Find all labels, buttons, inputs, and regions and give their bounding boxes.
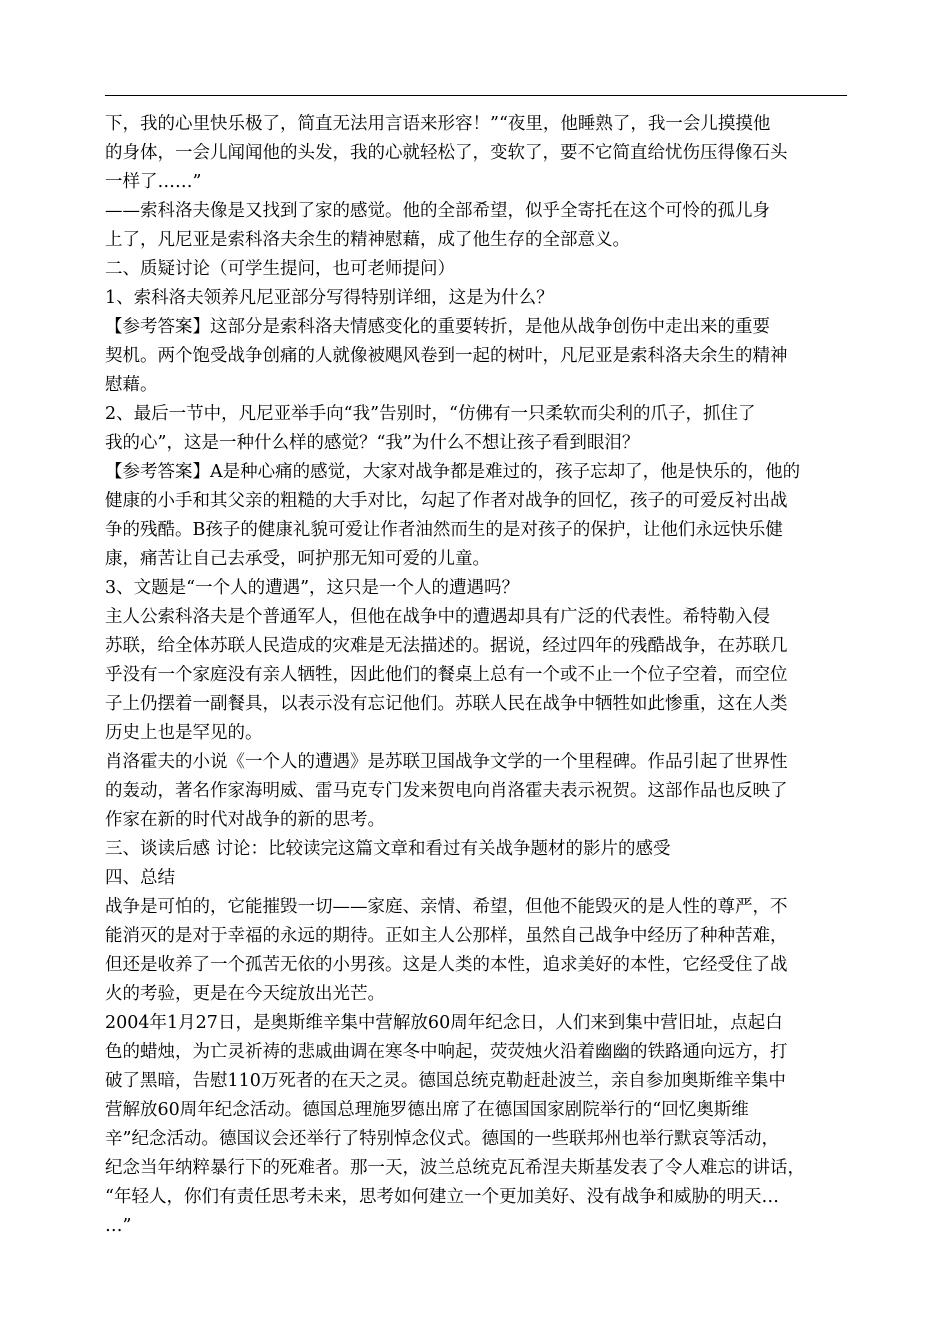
document-body [105, 110, 850, 1241]
text-line: 战争是可怕的，它能摧毁一切——家庭、亲情、希望，但他不能毁灭的是人性的尊严，不 [105, 897, 788, 917]
section-heading: 四、总结 [105, 868, 175, 888]
text-line: 我的心”，这是一种什么样的感觉？“我”为什么不想让孩子看到眼泪？ [105, 433, 640, 453]
text-line: 破了黑暗，告慰110万死者的在天之灵。德国总统克勒赶赴波兰，亲自参加奥斯维辛集中 [105, 1071, 786, 1091]
section-heading: 三、谈读后感 讨论：比较读完这篇文章和看过有关战争题材的影片的感受 [105, 839, 671, 859]
text-line: 乎没有一个家庭没有亲人牺牲，因此他们的餐桌上总有一个或不止一个位子空着，而空位 [105, 665, 788, 685]
section-heading: 二、质疑讨论（可学生提问，也可老师提问） [105, 259, 455, 279]
text-line: …” [105, 1216, 132, 1236]
text-line: 上了，凡尼亚是索科洛夫余生的精神慰藉，成了他生存的全部意义。 [105, 230, 630, 250]
text-line: 色的蜡烛，为亡灵祈祷的悲戚曲调在寒冬中响起，荧荧烛火沿着幽幽的铁路通向远方，打 [105, 1042, 788, 1062]
text-line: ——索科洛夫像是又找到了家的感觉。他的全部希望，似乎全寄托在这个可怜的孤儿身 [105, 201, 770, 221]
text-line: 纪念当年纳粹暴行下的死难者。那一天，波兰总统克瓦希涅夫斯基发表了令人难忘的讲话， [105, 1158, 805, 1178]
question: 1、索科洛夫领养凡尼亚部分写得特别详细，这是为什么？ [105, 288, 554, 308]
text-line: 主人公索科洛夫是个普通军人，但他在战争中的遭遇却具有广泛的代表性。希特勒入侵 [105, 607, 770, 627]
reference-answer: 【参考答案】这部分是索科洛夫情感变化的重要转折，是他从战争创伤中走出来的重要 [105, 317, 770, 337]
question: 3、文题是“一个人的遭遇”，这只是一个人的遭遇吗？ [105, 578, 520, 598]
text-line: 慰藉。 [105, 375, 158, 395]
text-line: 历史上也是罕见的。 [105, 723, 263, 743]
text-line: 营解放60周年纪念活动。德国总理施罗德出席了在德国国家剧院举行的“回忆奥斯维 [105, 1100, 749, 1120]
text-line: 的轰动，著名作家海明威、雷马克专门发来贺电向肖洛霍夫表示祝贺。这部作品也反映了 [105, 781, 788, 801]
text-line: 下，我的心里快乐极了，简直无法用言语来形容！”“夜里，他睡熟了，我一会儿摸摸他 [105, 114, 771, 134]
text-line: 子上仍摆着一副餐具，以表示没有忘记他们。苏联人民在战争中牺牲如此惨重，这在人类 [105, 694, 788, 714]
text-line: 健康的小手和其父亲的粗糙的大手对比，勾起了作者对战争的回忆，孩子的可爱反衬出战 [105, 491, 788, 511]
header-rule [105, 95, 847, 96]
text-line: 一样了……” [105, 172, 202, 192]
text-line: “年轻人，你们有责任思考未来，思考如何建立一个更加美好、没有战争和威胁的明天… [105, 1187, 779, 1207]
text-line: 但还是收养了一个孤苦无依的小男孩。这是人类的本性，追求美好的本性，它经受住了战 [105, 955, 788, 975]
text-line: 2004年1月27日，是奥斯维辛集中营解放60周年纪念日，人们来到集中营旧址，点起白 [105, 1013, 783, 1033]
text-line: 火的考验，更是在今天绽放出光芒。 [105, 984, 385, 1004]
text-line: 辛”纪念活动。德国议会还举行了特别悼念仪式。德国的一些联邦州也举行默哀等活动， [105, 1129, 779, 1149]
text-line: 契机。两个饱受战争创痛的人就像被飓风卷到一起的树叶，凡尼亚是索科洛夫余生的精神 [105, 346, 788, 366]
text-line: 作家在新的时代对战争的新的思考。 [105, 810, 385, 830]
reference-answer: 【参考答案】A是种心痛的感觉，大家对战争都是难过的，孩子忘却了，他是快乐的，他的 [105, 462, 801, 482]
text-line: 肖洛霍夫的小说《一个人的遭遇》是苏联卫国战争文学的一个里程碑。作品引起了世界性 [105, 752, 788, 772]
question: 2、最后一节中，凡尼亚举手向“我”告别时，“仿佛有一只柔软而尖利的爪子，抓住了 [105, 404, 756, 424]
text-line: 争的残酷。B孩子的健康礼貌可爱让作者油然而生的是对孩子的保护，让他们永远快乐健 [105, 520, 783, 540]
text-line: 的身体，一会儿闻闻他的头发，我的心就轻松了，变软了，要不它简直给忧伤压得像石头 [105, 143, 788, 163]
text-line: 苏联，给全体苏联人民造成的灾难是无法描述的。据说，经过四年的残酷战争，在苏联几 [105, 636, 788, 656]
text-line: 能消灭的是对于幸福的永远的期待。正如主人公那样，虽然自己战争中经历了种种苦难， [105, 926, 788, 946]
text-line: 康，痛苦让自己去承受，呵护那无知可爱的儿童。 [105, 549, 490, 569]
